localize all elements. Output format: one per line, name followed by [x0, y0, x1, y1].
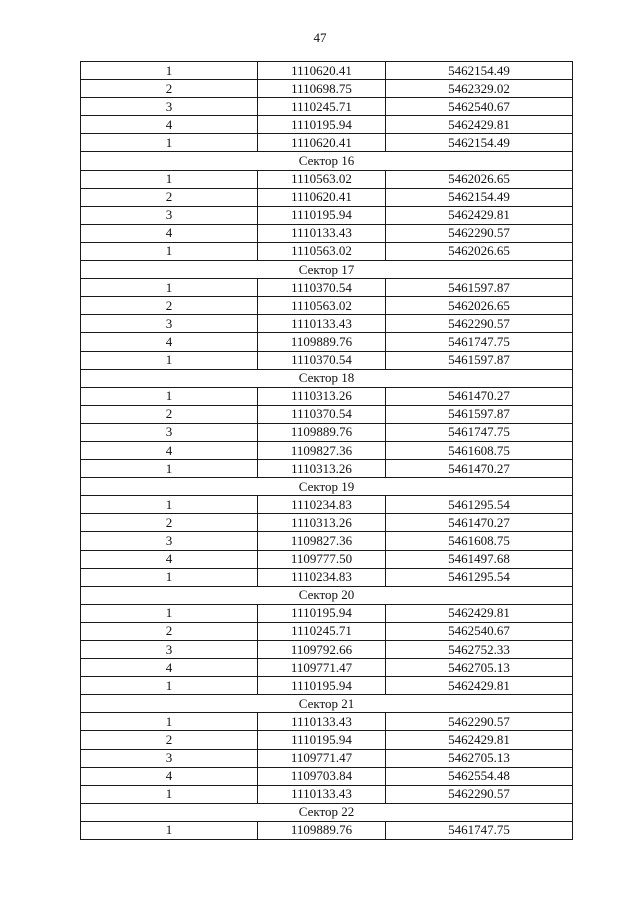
point-number-cell: 1	[81, 713, 258, 731]
x-coordinate-cell: 1110234.83	[258, 568, 386, 586]
point-number-cell: 3	[81, 98, 258, 116]
point-number-cell: 3	[81, 206, 258, 224]
sector-header-row	[81, 261, 573, 279]
y-coordinate-cell: 5461597.87	[386, 405, 573, 423]
y-coordinate-cell: 5462429.81	[386, 206, 573, 224]
table-row	[81, 767, 573, 785]
sector-header-row	[81, 586, 573, 604]
y-coordinate-cell: 5461295.54	[386, 568, 573, 586]
point-number-cell: 1	[81, 677, 258, 695]
sector-label: Сектор 17	[81, 261, 573, 279]
y-coordinate-cell: 5461497.68	[386, 550, 573, 568]
x-coordinate-cell: 1110313.26	[258, 514, 386, 532]
y-coordinate-cell: 5462429.81	[386, 731, 573, 749]
y-coordinate-cell: 5462154.49	[386, 188, 573, 206]
y-coordinate-cell: 5461747.75	[386, 333, 573, 351]
point-number-cell: 3	[81, 641, 258, 659]
x-coordinate-cell: 1110370.54	[258, 405, 386, 423]
x-coordinate-cell: 1110195.94	[258, 206, 386, 224]
table-row	[81, 731, 573, 749]
table-row	[81, 62, 573, 80]
y-coordinate-cell: 5461470.27	[386, 460, 573, 478]
sector-label: Сектор 16	[81, 152, 573, 170]
table-row	[81, 279, 573, 297]
x-coordinate-cell: 1109889.76	[258, 333, 386, 351]
x-coordinate-cell: 1110563.02	[258, 297, 386, 315]
x-coordinate-cell: 1110313.26	[258, 460, 386, 478]
point-number-cell: 1	[81, 134, 258, 152]
table-row	[81, 821, 573, 839]
point-number-cell: 3	[81, 423, 258, 441]
y-coordinate-cell: 5461597.87	[386, 351, 573, 369]
x-coordinate-cell: 1109771.47	[258, 659, 386, 677]
page-number: 47	[313, 30, 327, 45]
point-number-cell: 2	[81, 297, 258, 315]
y-coordinate-cell: 5461747.75	[386, 821, 573, 839]
y-coordinate-cell: 5461597.87	[386, 279, 573, 297]
y-coordinate-cell: 5461470.27	[386, 387, 573, 405]
table-row	[81, 170, 573, 188]
y-coordinate-cell: 5462429.81	[386, 116, 573, 134]
table-row	[81, 134, 573, 152]
table-row	[81, 514, 573, 532]
point-number-cell: 3	[81, 315, 258, 333]
table-row	[81, 568, 573, 586]
x-coordinate-cell: 1110133.43	[258, 713, 386, 731]
table-row	[81, 550, 573, 568]
table-row	[81, 460, 573, 478]
point-number-cell: 3	[81, 749, 258, 767]
table-row	[81, 622, 573, 640]
point-number-cell: 4	[81, 550, 258, 568]
point-number-cell: 1	[81, 170, 258, 188]
point-number-cell: 2	[81, 405, 258, 423]
y-coordinate-cell: 5461747.75	[386, 423, 573, 441]
x-coordinate-cell: 1109889.76	[258, 423, 386, 441]
point-number-cell: 1	[81, 351, 258, 369]
y-coordinate-cell: 5462154.49	[386, 62, 573, 80]
y-coordinate-cell: 5462429.81	[386, 677, 573, 695]
x-coordinate-cell: 1110245.71	[258, 622, 386, 640]
y-coordinate-cell: 5462540.67	[386, 98, 573, 116]
table-row	[81, 80, 573, 98]
y-coordinate-cell: 5462554.48	[386, 767, 573, 785]
point-number-cell: 1	[81, 496, 258, 514]
point-number-cell: 2	[81, 731, 258, 749]
x-coordinate-cell: 1110563.02	[258, 242, 386, 260]
table-row	[81, 333, 573, 351]
table-row	[81, 188, 573, 206]
x-coordinate-cell: 1109777.50	[258, 550, 386, 568]
x-coordinate-cell: 1110133.43	[258, 315, 386, 333]
x-coordinate-cell: 1110195.94	[258, 604, 386, 622]
coordinates-table	[80, 61, 573, 840]
table-row	[81, 677, 573, 695]
y-coordinate-cell: 5462026.65	[386, 242, 573, 260]
y-coordinate-cell: 5462290.57	[386, 224, 573, 242]
table-row	[81, 532, 573, 550]
point-number-cell: 1	[81, 279, 258, 297]
table-row	[81, 496, 573, 514]
y-coordinate-cell: 5462154.49	[386, 134, 573, 152]
table-row	[81, 315, 573, 333]
y-coordinate-cell: 5462705.13	[386, 749, 573, 767]
x-coordinate-cell: 1110195.94	[258, 116, 386, 134]
x-coordinate-cell: 1109771.47	[258, 749, 386, 767]
point-number-cell: 1	[81, 460, 258, 478]
point-number-cell: 2	[81, 80, 258, 98]
table-row	[81, 242, 573, 260]
table-row	[81, 604, 573, 622]
x-coordinate-cell: 1109703.84	[258, 767, 386, 785]
sector-header-row	[81, 369, 573, 387]
y-coordinate-cell: 5462290.57	[386, 713, 573, 731]
point-number-cell: 1	[81, 821, 258, 839]
table-row	[81, 785, 573, 803]
y-coordinate-cell: 5462290.57	[386, 315, 573, 333]
table-row	[81, 116, 573, 134]
table-row	[81, 224, 573, 242]
x-coordinate-cell: 1110195.94	[258, 731, 386, 749]
x-coordinate-cell: 1110620.41	[258, 134, 386, 152]
x-coordinate-cell: 1110245.71	[258, 98, 386, 116]
y-coordinate-cell: 5462540.67	[386, 622, 573, 640]
table-row	[81, 297, 573, 315]
sector-label: Сектор 20	[81, 586, 573, 604]
y-coordinate-cell: 5462290.57	[386, 785, 573, 803]
point-number-cell: 1	[81, 604, 258, 622]
point-number-cell: 4	[81, 224, 258, 242]
x-coordinate-cell: 1109827.36	[258, 441, 386, 459]
x-coordinate-cell: 1109827.36	[258, 532, 386, 550]
point-number-cell: 1	[81, 242, 258, 260]
point-number-cell: 2	[81, 188, 258, 206]
point-number-cell: 2	[81, 514, 258, 532]
sector-label: Сектор 22	[81, 803, 573, 821]
x-coordinate-cell: 1110234.83	[258, 496, 386, 514]
sector-label: Сектор 18	[81, 369, 573, 387]
y-coordinate-cell: 5462752.33	[386, 641, 573, 659]
table-row	[81, 423, 573, 441]
sector-header-row	[81, 695, 573, 713]
point-number-cell: 1	[81, 62, 258, 80]
point-number-cell: 4	[81, 659, 258, 677]
point-number-cell: 4	[81, 767, 258, 785]
sector-label: Сектор 19	[81, 478, 573, 496]
table-row	[81, 98, 573, 116]
y-coordinate-cell: 5462705.13	[386, 659, 573, 677]
x-coordinate-cell: 1110563.02	[258, 170, 386, 188]
table-row	[81, 641, 573, 659]
x-coordinate-cell: 1110620.41	[258, 62, 386, 80]
y-coordinate-cell: 5462429.81	[386, 604, 573, 622]
table-row	[81, 405, 573, 423]
x-coordinate-cell: 1109792.66	[258, 641, 386, 659]
y-coordinate-cell: 5461608.75	[386, 532, 573, 550]
table-row	[81, 206, 573, 224]
table-row	[81, 387, 573, 405]
y-coordinate-cell: 5461295.54	[386, 496, 573, 514]
x-coordinate-cell: 1110370.54	[258, 351, 386, 369]
x-coordinate-cell: 1109889.76	[258, 821, 386, 839]
x-coordinate-cell: 1110133.43	[258, 224, 386, 242]
point-number-cell: 4	[81, 333, 258, 351]
point-number-cell: 1	[81, 785, 258, 803]
x-coordinate-cell: 1110133.43	[258, 785, 386, 803]
point-number-cell: 2	[81, 622, 258, 640]
point-number-cell: 3	[81, 532, 258, 550]
y-coordinate-cell: 5462026.65	[386, 170, 573, 188]
x-coordinate-cell: 1110313.26	[258, 387, 386, 405]
sector-header-row	[81, 803, 573, 821]
sector-header-row	[81, 478, 573, 496]
coordinates-table-body	[81, 62, 573, 840]
sector-label: Сектор 21	[81, 695, 573, 713]
point-number-cell: 4	[81, 116, 258, 134]
table-row	[81, 351, 573, 369]
y-coordinate-cell: 5462026.65	[386, 297, 573, 315]
y-coordinate-cell: 5462329.02	[386, 80, 573, 98]
x-coordinate-cell: 1110620.41	[258, 188, 386, 206]
x-coordinate-cell: 1110195.94	[258, 677, 386, 695]
x-coordinate-cell: 1110370.54	[258, 279, 386, 297]
x-coordinate-cell: 1110698.75	[258, 80, 386, 98]
point-number-cell: 1	[81, 387, 258, 405]
table-row	[81, 713, 573, 731]
table-row	[81, 659, 573, 677]
table-row	[81, 441, 573, 459]
y-coordinate-cell: 5461608.75	[386, 441, 573, 459]
point-number-cell: 1	[81, 568, 258, 586]
sector-header-row	[81, 152, 573, 170]
table-row	[81, 749, 573, 767]
y-coordinate-cell: 5461470.27	[386, 514, 573, 532]
point-number-cell: 4	[81, 441, 258, 459]
